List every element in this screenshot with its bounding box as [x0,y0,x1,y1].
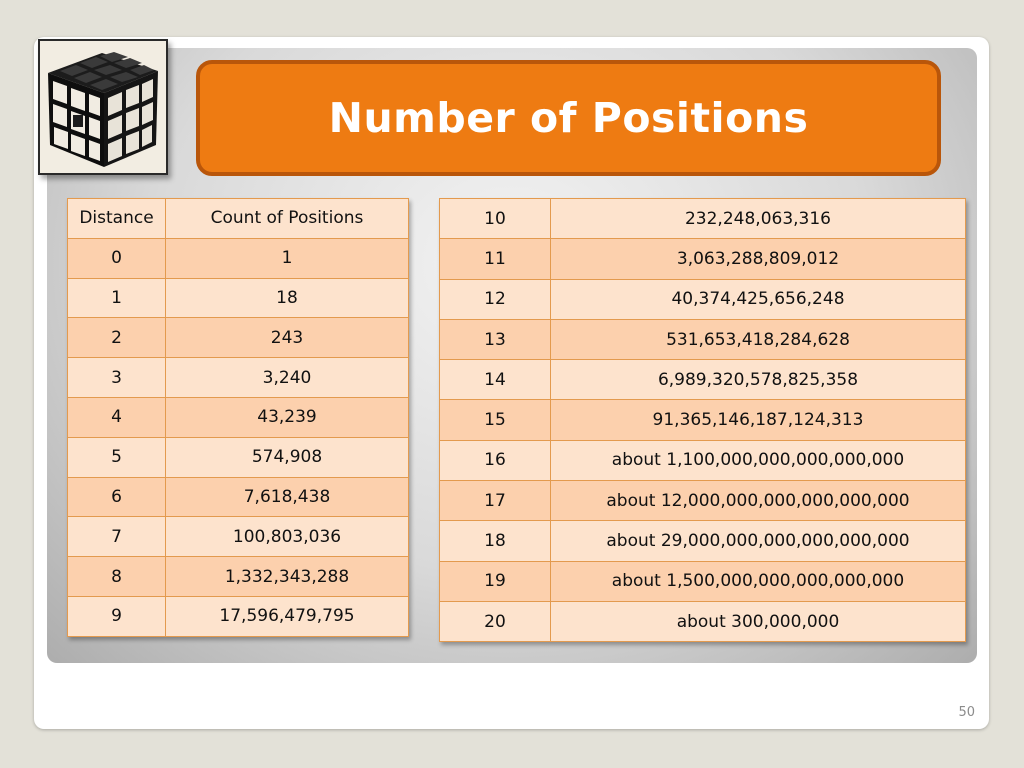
table-row [68,397,409,437]
count-cell: 43,239 [166,397,409,437]
table-row [68,517,409,557]
table-row [440,481,966,521]
distance-cell: 4 [68,397,166,437]
distance-cell: 12 [440,279,551,319]
table-row [440,440,966,480]
table-row [440,601,966,641]
count-cell: 3,240 [166,358,409,398]
count-cell: 17,596,479,795 [166,596,409,636]
header-count-of-positions: Count of Positions [166,199,409,239]
count-cell: 1,332,343,288 [166,557,409,597]
count-cell: about 1,100,000,000,000,000,000 [551,440,966,480]
count-cell: 100,803,036 [166,517,409,557]
count-cell: 243 [166,318,409,358]
distance-cell: 20 [440,601,551,641]
count-cell: 91,365,146,187,124,313 [551,400,966,440]
table-row [440,521,966,561]
table-row [68,437,409,477]
table-row [68,596,409,636]
distance-cell: 6 [68,477,166,517]
positions-table-right [439,198,966,642]
table-row [440,279,966,319]
table-row [68,238,409,278]
distance-cell: 16 [440,440,551,480]
distance-cell: 17 [440,481,551,521]
table-header-row [68,199,409,239]
distance-cell: 19 [440,561,551,601]
distance-cell: 10 [440,199,551,239]
count-cell: about 12,000,000,000,000,000,000 [551,481,966,521]
distance-cell: 14 [440,360,551,400]
header-distance: Distance [68,199,166,239]
distance-cell: 2 [68,318,166,358]
distance-cell: 0 [68,238,166,278]
distance-cell: 11 [440,239,551,279]
table-row [68,358,409,398]
table-row [68,557,409,597]
distance-cell: 7 [68,517,166,557]
count-cell: 6,989,320,578,825,358 [551,360,966,400]
count-cell: 1 [166,238,409,278]
table-row [68,278,409,318]
distance-cell: 18 [440,521,551,561]
table-row [440,561,966,601]
distance-cell: 13 [440,319,551,359]
count-cell: about 29,000,000,000,000,000,000 [551,521,966,561]
table-row [440,400,966,440]
distance-cell: 5 [68,437,166,477]
distance-cell: 9 [68,596,166,636]
table-row [440,199,966,239]
distance-cell: 15 [440,400,551,440]
distance-cell: 1 [68,278,166,318]
rubiks-cube-icon [38,39,168,175]
count-cell: about 1,500,000,000,000,000,000 [551,561,966,601]
count-cell: 7,618,438 [166,477,409,517]
count-cell: 3,063,288,809,012 [551,239,966,279]
table-row [68,318,409,358]
positions-table-left [67,198,409,637]
table-row [68,477,409,517]
table-row [440,360,966,400]
page-number: 50 [958,705,975,720]
page-title: Number of Positions [328,94,809,142]
table-row [440,239,966,279]
table-row [440,319,966,359]
count-cell: 574,908 [166,437,409,477]
count-cell: 40,374,425,656,248 [551,279,966,319]
count-cell: 232,248,063,316 [551,199,966,239]
count-cell: 531,653,418,284,628 [551,319,966,359]
distance-cell: 3 [68,358,166,398]
count-cell: about 300,000,000 [551,601,966,641]
count-cell: 18 [166,278,409,318]
title-banner [196,60,941,176]
distance-cell: 8 [68,557,166,597]
